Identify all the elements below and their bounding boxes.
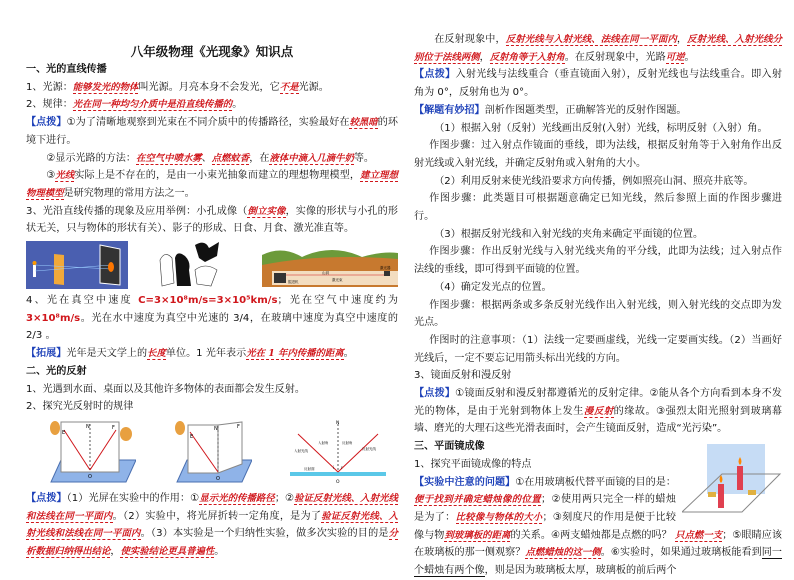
text-run: ；光在空气中速度约为 (277, 295, 398, 307)
text-run: 。在反射现象中，光路 (564, 51, 666, 63)
tip-label: 【点拨】 (414, 69, 456, 81)
page-title: 八年级物理《光现象》知识点 (130, 44, 294, 59)
answer-text: 倒立实像 (247, 205, 286, 217)
answer-text: 在空气中喷水雾 (136, 152, 202, 164)
paragraph (414, 297, 782, 332)
tip-label: 【点拨】 (26, 117, 67, 129)
text-run: 。（3）本实验是一个归纳性实验，做多次实验的目的是 (140, 528, 389, 540)
label-surface: 反射面 (304, 466, 315, 471)
text-run: 。 (232, 99, 243, 111)
paragraph (26, 114, 398, 149)
paragraph (26, 381, 398, 399)
label-o: O (88, 473, 92, 480)
paragraph (414, 120, 782, 138)
text-run: 二、光的反射 (26, 365, 87, 377)
text-run: ，实像的形状与小孔的形状无关，只与物体的形状有关）、影子的形成、日食、月食、激光准直等。 (26, 205, 398, 235)
text-run: ①为了清晰地观察到光束在不同介质中的传播路径，实验最好在 (66, 117, 350, 129)
tip-label: 【实验中注意的问题】 (414, 476, 516, 488)
answer-text: 光在同一种均匀介质中是沿直线传播的 (72, 99, 233, 111)
answer-text: C=3×10⁸m/s=3×10⁵km/s (138, 295, 278, 307)
paragraph (26, 345, 398, 363)
label-cave: 山洞 (322, 271, 329, 276)
label-reflect-ray: 反射光线 (362, 446, 376, 451)
folded-screen-figure (172, 420, 252, 486)
answer-text: 使实验结论更具普遍性 (120, 546, 215, 558)
answer-text: 液体中滴入几滴牛奶 (269, 152, 354, 164)
paragraph (414, 137, 782, 172)
answer-text: 到玻璃板的距离 (444, 529, 511, 541)
text-run: 在反射现象中， (434, 34, 506, 45)
text-run: ， (110, 546, 121, 558)
text-run: ②显示光路的方法： (46, 152, 136, 164)
text-run: （2）利用反射来使光线沿要求方向传播，例如照亮山洞、照亮井底等。 (434, 175, 754, 187)
text-run: 叫光源。月亮本身不会发光，它 (138, 81, 280, 93)
tip-label: 【点拨】 (414, 388, 456, 400)
text-run: ， (479, 51, 490, 63)
label-reflect-angle: 反射角 (342, 440, 353, 445)
text-run: 剖析作图题类型，正确解答光的反射作图题。 (484, 104, 687, 116)
text-run: 单位。1 光年表示 (165, 348, 247, 360)
paragraph (26, 203, 398, 238)
text-run: ，在 (249, 152, 270, 164)
tip-label: 【点拨】 (26, 492, 67, 504)
text-run: ①镜面反射和漫反射都遵循光的反射定律。②能从各个方向看到本身不发光的物体，是由于光射到物体上发生 (414, 388, 783, 417)
paragraph (414, 102, 782, 120)
right-column (414, 31, 782, 580)
text-run: 实际上是不存在的，是由一小束光抽象而建立的理想物理模型， (74, 170, 361, 182)
text-run: 作图步骤：作出反射光线与入射光线夹角的平分线，此即为法线；过入射点作法线的垂线，即可得到平面镜的位置。 (414, 246, 782, 276)
text-run: 同一个蜡烛有两个像 (414, 547, 782, 577)
paragraph (414, 31, 782, 66)
paragraph (414, 367, 782, 385)
label-n: N (86, 423, 90, 430)
label-n-2: N (214, 425, 218, 432)
paragraph (414, 66, 782, 101)
answer-text: 验证反射光线、入射光线和法线在同一平面内 (26, 510, 398, 540)
label-incident-angle: 入射角 (318, 440, 329, 445)
text-run: ， (676, 34, 688, 45)
answer-text: 分析数据归纳得出结论 (26, 528, 398, 558)
text-run: 。 (684, 51, 695, 63)
text-run: ；③刻度尺的作用是便于比较像与物 (414, 511, 676, 541)
text-run: 。 (343, 348, 354, 360)
answer-text: 能够发光的物体 (72, 81, 139, 93)
label-o-3: O (336, 479, 340, 485)
paragraph (26, 398, 398, 416)
label-i: i (333, 464, 335, 470)
text-run: 一、光的直线传播 (26, 64, 107, 75)
text-run: ；② (274, 492, 295, 504)
label-o-2: O (216, 475, 220, 482)
paragraph (414, 243, 782, 278)
hand-shadow-figure (155, 240, 235, 290)
paragraph (26, 490, 398, 561)
label-e-2: E (190, 433, 194, 440)
answer-text: 验证反射光线、入射光线和法线在同一平面内 (26, 492, 398, 522)
text-run: 作图步骤：过入射点作镜面的垂线，即为法线，根据反射角等于入射角作出反射光线或入射光线，并确定反射角或入射角的大小。 (414, 140, 782, 169)
text-run: 的缘故。③强烈太阳光照射到玻璃幕墙、磨光的大理石这些光滑表面时，会产生镜面反射，造成“光污染”。 (414, 405, 782, 435)
text-run: ，则是因为玻璃板太厚，玻璃板的前后两个 (484, 565, 677, 577)
text-run: 三、平面镜成像 (414, 441, 485, 453)
label-laser-beam: 激光束 (332, 278, 343, 283)
paragraph (26, 292, 398, 345)
text-run: （4）确定发光点的位置。 (434, 281, 552, 293)
text-run: 。光在水中速度为真空中光速的 3/4，在玻璃中速度为真空中速度的 2/3 。 (26, 312, 398, 342)
answer-text: 不是 (279, 81, 299, 93)
text-run: 1、探究平面镜成像的特点 (414, 458, 532, 470)
paragraph (26, 79, 398, 97)
answer-text: 只点燃一支 (675, 529, 723, 541)
text-run: 作图步骤：根据两条或多条反射光线作出入射光线，则入射光线的交点即为发光点。 (414, 299, 782, 329)
section-heading (26, 61, 398, 79)
text-run: 光年是天文学上的 (66, 348, 148, 360)
label-f: F (112, 424, 115, 431)
answer-text: 长度 (147, 348, 166, 360)
text-run: 的关系。④两支蜡烛都是点燃的吗？ (510, 529, 676, 541)
label-laser-device: 激光器 (380, 266, 391, 271)
paragraph (414, 173, 782, 191)
label-tunneler: 掘进机 (288, 280, 299, 285)
answer-text: 反射光线与入射光线、法线在同一平面内 (505, 34, 677, 45)
reflection-experiment-figures (26, 418, 398, 488)
text-run: 。（2）实验中，将光屏折转一定角度，是为了 (112, 510, 322, 522)
tip-label: 【拓展】 (26, 348, 67, 360)
label-e: E (62, 429, 66, 436)
text-run: 1、光源： (26, 81, 73, 93)
paragraph (414, 385, 782, 438)
answer-text: 3×10⁸m/s (26, 312, 81, 324)
answer-text: 便于找到并确定蜡烛像的位置 (414, 494, 542, 506)
reflection-law-diagram (288, 420, 388, 486)
text-run: 3、镜面反射和漫反射 (414, 370, 512, 382)
text-run: 入射光线与法线重合（垂直镜面入射），反射光线也与法线重合。即入射角为 0°，反射角也为 0°。 (414, 69, 782, 99)
tip-label: 【解题有妙招】 (414, 104, 485, 116)
answer-text: 点燃蚊香 (211, 152, 250, 164)
label-n-3: N (336, 420, 340, 426)
text-run: 。 (214, 546, 225, 558)
answer-text: 比较像与物体的大小 (455, 511, 543, 523)
paragraph (26, 150, 398, 168)
paragraph (414, 190, 782, 225)
answer-text: 反射角等于入射角 (489, 51, 565, 63)
text-run: （1）光屏在实验中的作用：① (66, 492, 200, 504)
paragraph (26, 167, 398, 202)
left-column (26, 61, 398, 561)
answer-text: 漫反射 (583, 405, 614, 417)
paragraph (414, 226, 782, 244)
answer-text: 光在 1 年内传播的距离 (246, 348, 344, 360)
light-propagation-figures (26, 240, 398, 290)
text-run: 是研究物理的常用方法之一。 (63, 187, 195, 199)
text-run: 作图时的注意事项：（1）法线一定要画虚线，光线一定要画实线。（2）当画好光线后，一定不要忘记用箭头标出光线的方向。 (414, 334, 782, 364)
text-run: 、 (201, 152, 212, 164)
text-run: （3）根据反射光线和入射光线的夹角来确定平面镜的位置。 (434, 228, 704, 240)
text-run: 光源。 (298, 81, 329, 93)
text-run: 2、探究光反射时的规律 (26, 401, 134, 413)
answer-text: 可逆 (665, 51, 685, 63)
pinhole-imaging-figure (26, 241, 128, 289)
laser-tunnel-figure (262, 243, 398, 287)
text-run: ；⑤眼睛应该在玻璃板的那一侧观察？ (414, 529, 782, 559)
answer-text: 点燃蜡烛的这一侧 (525, 547, 601, 559)
section-heading (26, 363, 398, 381)
text-run: （1）根据入射（反射）光线画出反射(入射）光线，标明反射（入射）角。 (434, 122, 768, 134)
text-run: 3、光沿直线传播的现象及应用举例：小孔成像（ (26, 205, 248, 217)
text-run: 作图步骤：此类题目可根据题意确定已知光线，然后参照上面的作图步骤进行。 (414, 193, 782, 223)
text-run: ；②使用两只完全一样的蜡烛是为了： (414, 494, 676, 523)
text-run: 等。 (353, 152, 375, 164)
paragraph (414, 332, 782, 367)
text-run: 的环境下进行。 (26, 117, 399, 146)
text-run: 2、规律： (26, 99, 73, 111)
text-run: ③ (46, 170, 56, 182)
text-run: 。⑥实验时，如果通过玻璃板能看到 (600, 547, 762, 559)
paragraph (414, 279, 782, 297)
answer-text: 反射光线、入射光线分别位于法线两侧 (414, 34, 782, 63)
answer-text: 较黑暗 (349, 117, 378, 129)
answer-text: 光线 (55, 170, 75, 182)
text-run: 4、光在真空中速度 (26, 295, 139, 307)
text-run: ①在用玻璃板代替平面镜的目的是： (515, 476, 676, 488)
text-run: 1、光遇到水面、桌面以及其他许多物体的表面都会发生反射。 (26, 383, 305, 395)
plane-mirror-candle-figure (682, 444, 782, 524)
answer-text: 建立理想物理模型 (26, 170, 398, 199)
label-incident-ray: 入射光线 (294, 448, 308, 453)
flat-screen-figure (46, 420, 136, 486)
paragraph (26, 96, 398, 114)
label-f-2: F (237, 423, 240, 430)
answer-text: 显示光的传播路径 (199, 492, 275, 504)
label-r: r (341, 464, 343, 470)
